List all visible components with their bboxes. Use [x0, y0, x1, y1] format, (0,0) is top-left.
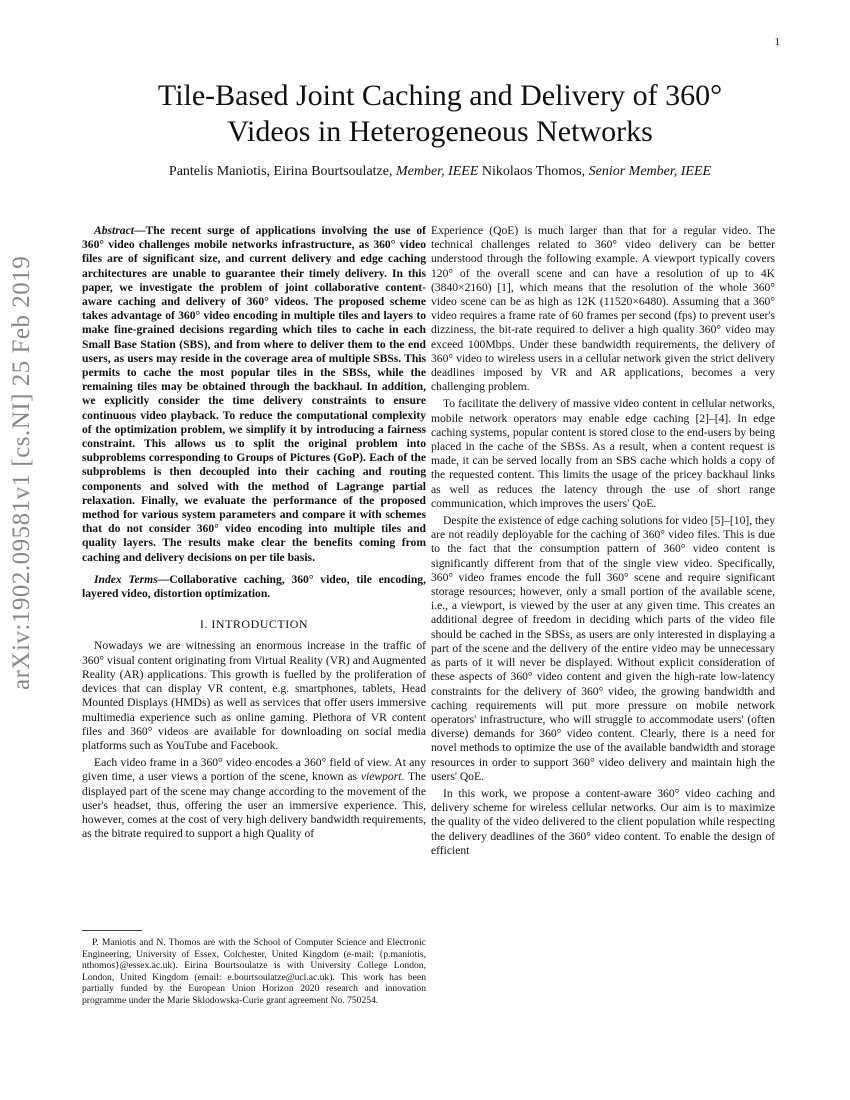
viewport-term: viewport [360, 770, 402, 784]
intro-p2-start: Each video frame in a 360° video encodes a 360° field of view. At any given time, a user views a portion of the scene, known as [82, 756, 426, 784]
section-heading-introduction: I. INTRODUCTION [199, 617, 309, 632]
right-paragraph-3: Despite the existence of edge caching solutions for video [5]–[10], they are not readily deployable for the caching of 360° video files. This is due to the fact that the consumption pattern of 360° video content is significantly different from that of the single view video. Specifically, 360° video frames encode the full 360° scene and require significant storage resources; however, only a small portion of the available scene, i.e., a viewport, is viewed by the user at any given time. This creates an additional degree of freedom in deciding which parts of the video file should be cached in the SBSs, as users are only interested in displaying a part of the scene and the delivery of the entire video may be unnecessary as parts of it will never be displayed. Without explicit consideration of these aspects of 360° video content and given the high-rate low-latency constraints for the delivery of 360° video, the growing bandwidth and caching requirements will put more pressure on mobile network operators' infrastructure, who will struggle to accommodate users' (often diverse) demands for 360° video content. Clearly, there is a need for novel methods to optimize the use of the available bandwidth and storage resources in order to support 360° video delivery and maintain high the users' QoE. [431, 514, 775, 783]
index-terms [82, 573, 426, 601]
abstract [82, 224, 426, 565]
abstract-lead: Abstract [94, 224, 134, 237]
right-paragraph-2: To facilitate the delivery of massive video content in cellular networks, mobile network operators may enable edge caching [2]–[4]. In edge caching systems, popular content is stored close to the end-users by being placed in the cache of the SBSs. As a result, when a content request is made, it can be served locally from an SBS cache which holds a copy of the requested content. This limits the usage of the pricey backhaul links as well as reduces the latency through the use of short range communication, which improves the users' QoE. [431, 397, 775, 510]
intro-paragraph-2 [82, 756, 426, 841]
author-role-2: Senior Member, IEEE [588, 164, 712, 179]
page-number: 1 [774, 36, 780, 48]
paper-title [80, 78, 800, 150]
intro-paragraph-1: Nowadays we are witnessing an enormous increase in the traffic of 360° visual content originating from Virtual Reality (VR) and Augmented Reality (AR) applications. This growth is fuelled by the proliferation of devices that can display VR content, e.g. smartphones, tablets, Head Mounted Displays (HMDs) as well as services that offer users immersive multimedia experience such as online gaming. Plethora of VR content files and 360° videos are available for downloading on social media platforms such as YouTube and Facebook. [82, 639, 426, 752]
index-terms-lead: Index Terms [94, 572, 158, 586]
footnote-text: P. Maniotis and N. Thomos are with the School of Computer Science and Electronic Engineering, University of Essex, Colchester, United Kingdom (e-mail: {p.maniotis, nthomos}@essex.ac.uk). Eirina Bourtsoulatze is with University College London, London, United Kingdom (email: e.bourtsoulatze@ucl.ac.uk). This work has been partially funded by the European Union Horizon 2020 research and innovation programme under the Marie Sklodowska-Curie grant agreement No. 750254. [82, 937, 426, 1006]
author-role-1: Member, IEEE [395, 164, 479, 179]
arxiv-stamp: arXiv:1902.09581v1 [cs.NI] 25 Feb 2019 [8, 255, 35, 690]
right-paragraph-1: Experience (QoE) is much larger than that for a regular video. The technical challenges related to 360° video delivery can be better understood through the following example. A viewport typically covers 120° of the overall scene and can have a resolution of up to 4K (3840×2160) [1], which means that the resolution of the whole 360° video scene can be as high as 12K (11520×6480). Assuming that a 360° video requires a frame rate of 60 frames per second (fps) to prevent user's dizziness, the bit-rate required to deliver a high quality 360° video may exceed 100Mbps. Under these bandwidth requirements, the delivery of 360° video to wireless users in a cellular network given the strict delivery deadlines imposed by VR and AR applications, becomes a very challenging problem. [431, 224, 775, 394]
authors-part-2: Nikolaos Thomos, [478, 164, 589, 179]
left-column [82, 224, 426, 844]
right-column [431, 224, 775, 861]
intro-p2-end: . The displayed part of the scene may change according to the movement of the user's headset, thus, offering the user an immersive experience. This, however, comes at the cost of very high delivery bandwidth requirements, as the bitrate required to support a high Quality of [82, 770, 426, 841]
authors-part-1: Pantelis Maniotis, Eirina Bourtsoulatze, [168, 164, 396, 179]
index-terms-text: —Collaborative caching, 360° video, tile encoding, layered video, distortion optimization. [82, 572, 426, 601]
title-line-2: Videos in Heterogeneous Networks [227, 115, 653, 148]
right-paragraph-4: In this work, we propose a content-aware 360° video caching and delivery scheme for wireless cellular networks. Our aim is to maximize the quality of the video delivered to the client population while respecting the delivery deadlines of the 360° video content. To enable the design of efficient [431, 786, 775, 857]
abstract-text: —The recent surge of applications involving the use of 360° video challenges mobile networks infrastructure, as 360° video files are of significant size, and current delivery and edge caching architectures are unable to guarantee their timely delivery. In this paper, we investigate the problem of joint collaborative content-aware caching and delivery of 360° videos. The proposed scheme takes advantage of 360° video encoding in multiple tiles and layers to make fine-grained decisions regarding which tiles to cache in each Small Base Station (SBS), and from where to deliver them to the end users, as users may reside in the coverage area of multiple SBSs. This permits to cache the most popular tiles in the SBSs, while the remaining tiles may be obtained through the backhaul. In addition, we explicitly consider the time delivery constraints to ensure continuous video playback. To reduce the computational complexity of the optimization problem, we simplify it by introducing a fairness constraint. This allows us to split the original problem into subproblems corresponding to Groups of Pictures (GoP). Each of the subproblems is then decoupled into their caching and routing components and solved with the method of Lagrange partial relaxation. Finally, we evaluate the performance of the proposed method for various system parameters and compare it with schemes that do not consider 360° video encoding into multiple tiles and quality layers. The results make clear the benefits coming from caching and delivery decisions on per tile basis. [82, 224, 426, 564]
footnote-divider [82, 930, 142, 931]
author-list [80, 164, 800, 180]
author-footnote [82, 937, 426, 1007]
title-line-1: Tile-Based Joint Caching and Delivery of 360° [157, 79, 723, 112]
